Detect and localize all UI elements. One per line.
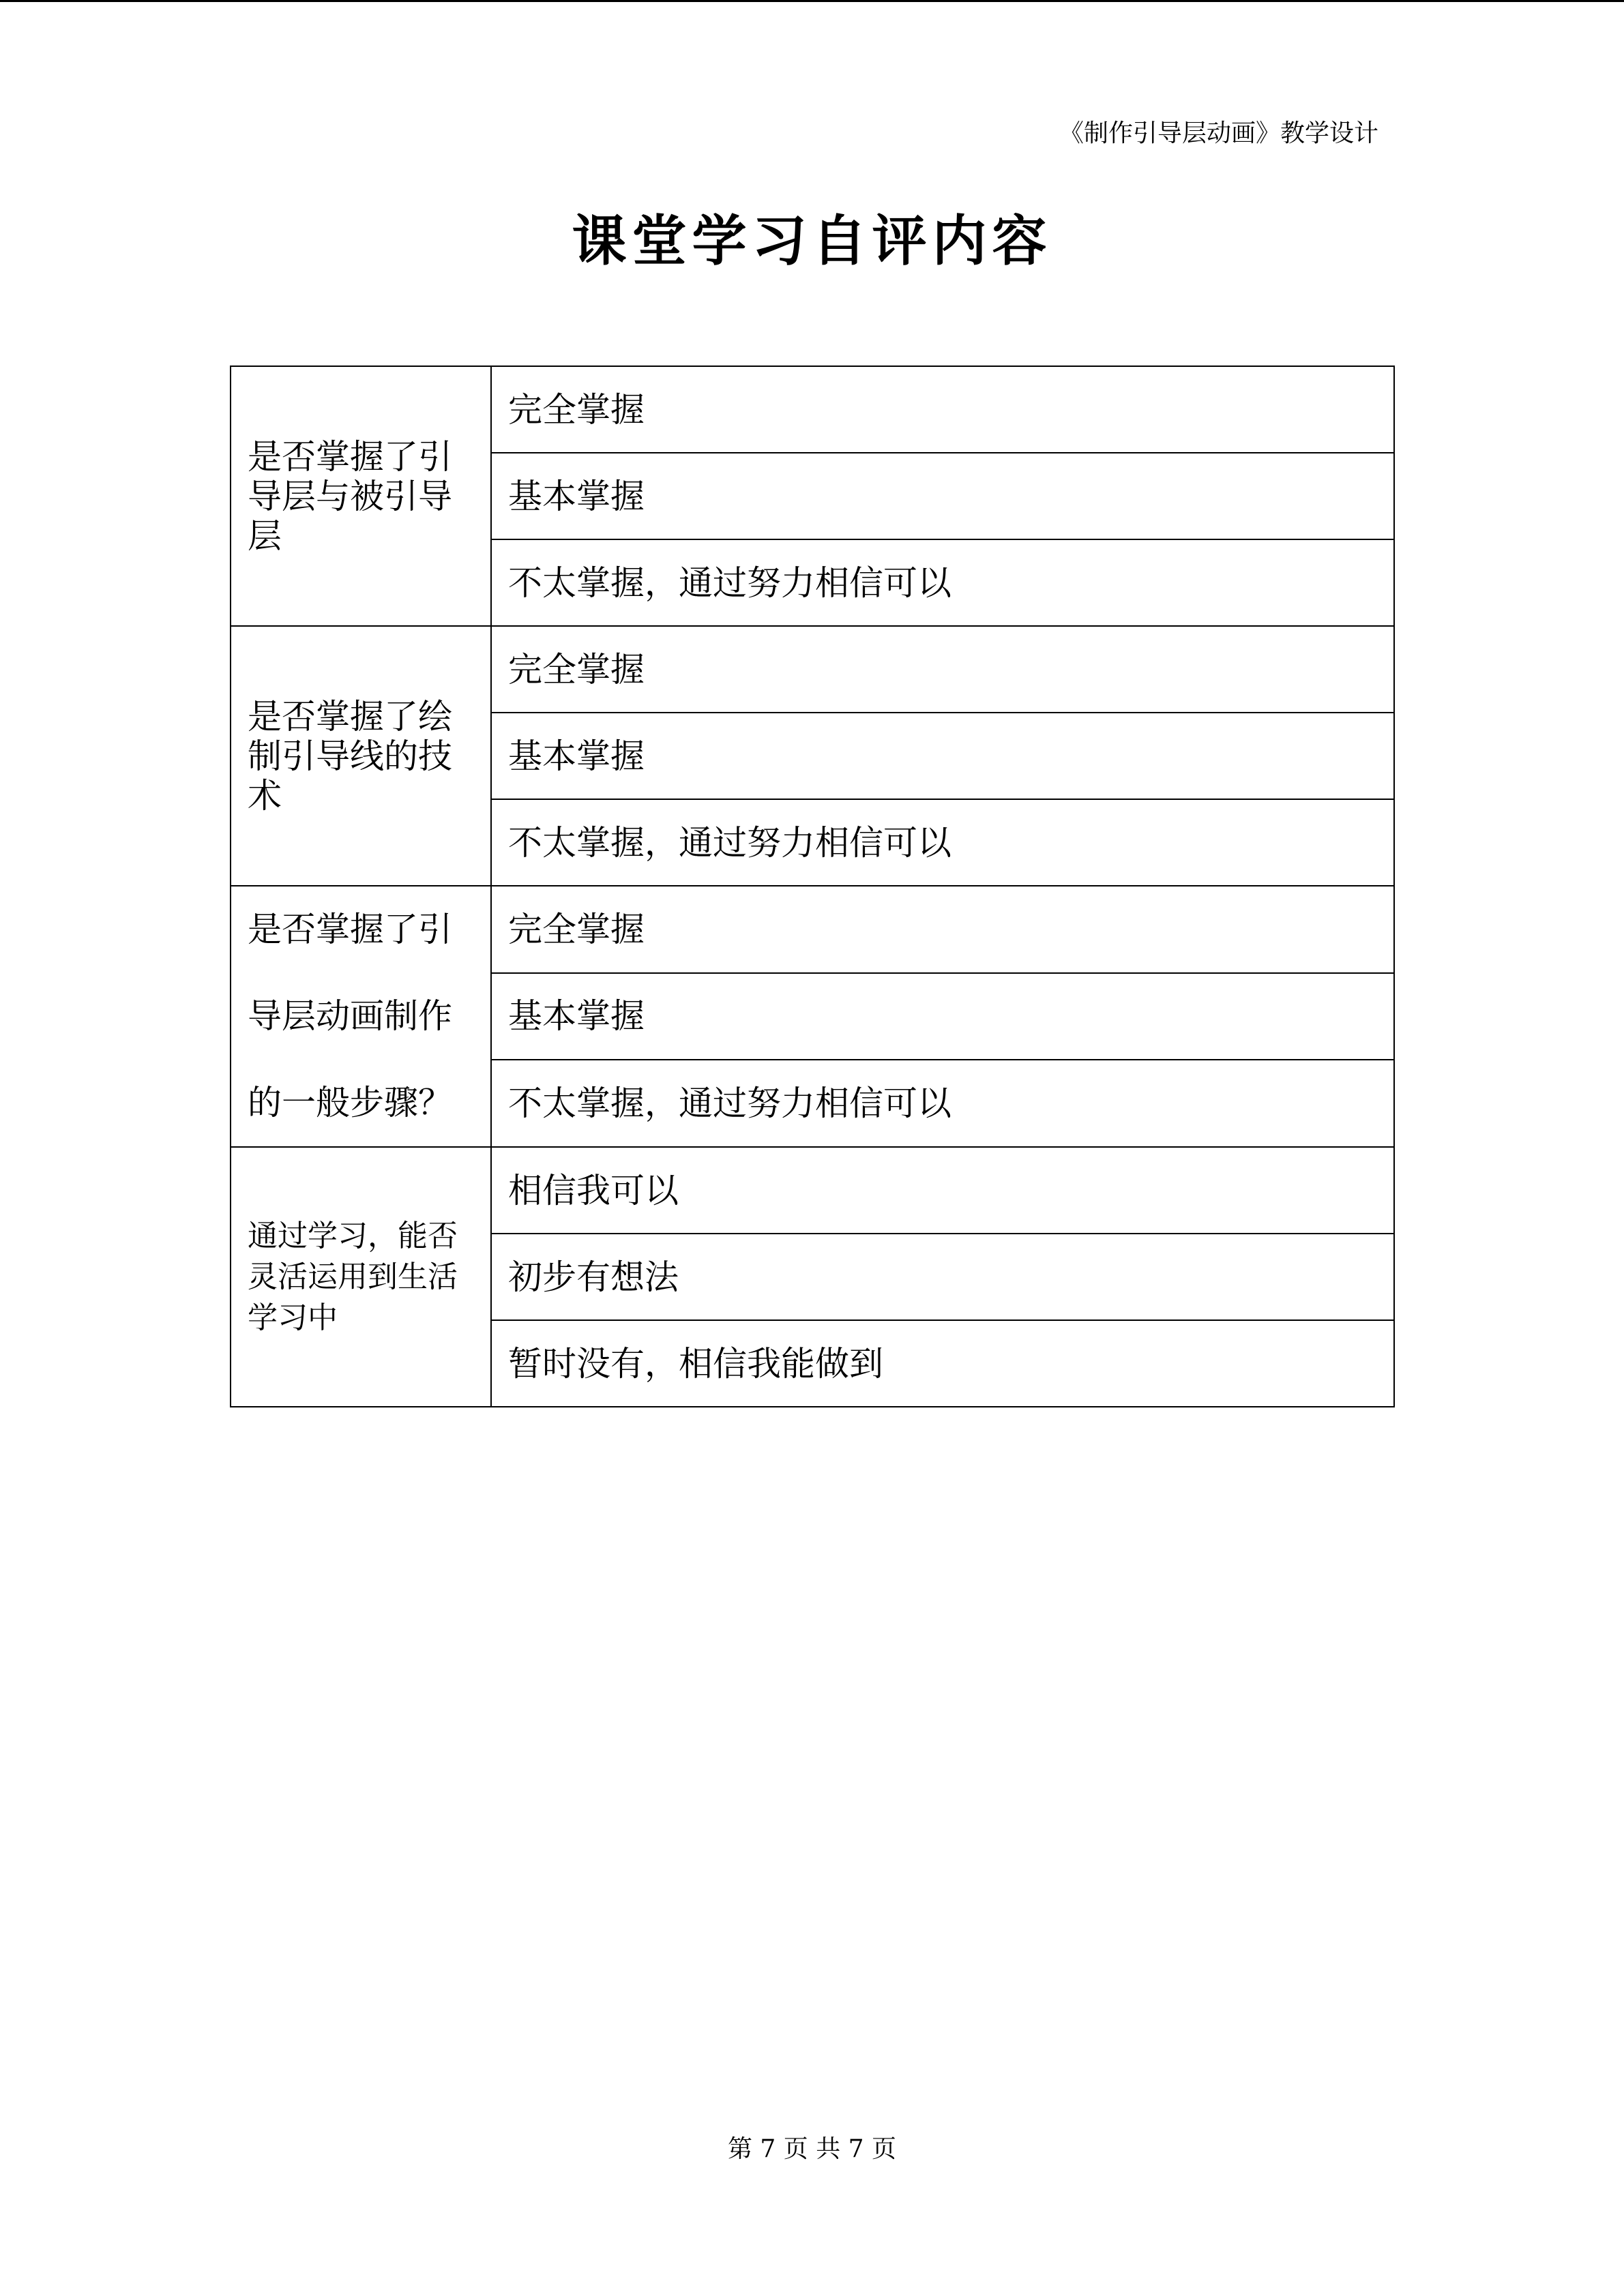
page-number-footer: 第 7 页 共 7 页 — [727, 2135, 897, 2163]
option-cell: 完全掌握 — [491, 886, 1394, 973]
table-row — [231, 626, 1394, 713]
self-evaluation-table — [230, 366, 1395, 1407]
question-cell: 通过学习，能否灵活运用到生活学习中 — [231, 1147, 491, 1407]
question-cell: 是否掌握了绘制引导线的技术 — [231, 626, 491, 886]
option-cell: 完全掌握 — [491, 626, 1394, 713]
option-cell: 不太掌握，通过努力相信可以 — [491, 1060, 1394, 1147]
running-header: 《制作引导层动画》教学设计 — [1059, 119, 1378, 147]
option-cell: 基本掌握 — [491, 453, 1394, 539]
top-border-line — [0, 0, 1624, 2]
question-cell: 是否掌握了引导层动画制作的一般步骤？ — [231, 886, 491, 1147]
table-row — [231, 366, 1394, 453]
option-cell: 不太掌握，通过努力相信可以 — [491, 539, 1394, 626]
option-cell: 暂时没有，相信我能做到 — [491, 1320, 1394, 1407]
table-row — [231, 1147, 1394, 1234]
option-cell: 相信我可以 — [491, 1147, 1394, 1234]
option-cell: 基本掌握 — [491, 973, 1394, 1060]
question-cell: 是否掌握了引导层与被引导层 — [231, 366, 491, 626]
page-title: 课堂学习自评内容 — [572, 209, 1052, 273]
option-cell: 完全掌握 — [491, 366, 1394, 453]
option-cell: 基本掌握 — [491, 713, 1394, 799]
option-cell: 初步有想法 — [491, 1234, 1394, 1320]
table-row — [231, 886, 1394, 973]
option-cell: 不太掌握，通过努力相信可以 — [491, 799, 1394, 886]
